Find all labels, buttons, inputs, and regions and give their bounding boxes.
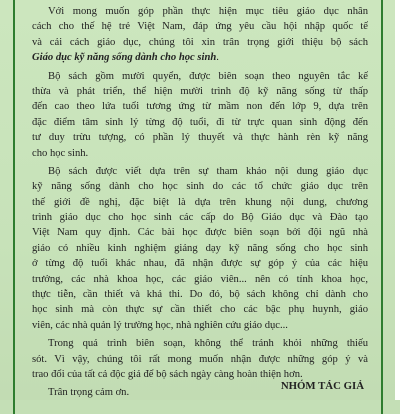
- p1-line: Với mong muốn góp phần thực hiện mục tiêu giáo dục nhân: [48, 6, 368, 17]
- p1-line: cách cho thế hệ trẻ Việt Nam, đáp ứng yêu cầu hội nhập quốc tế: [32, 21, 368, 33]
- p3-line: Việt Nam quy định. Các bài học được biên soạn bởi đội ngũ nhà: [32, 227, 368, 239]
- p4-line: trao đổi của tất cả độc giả để bộ sách ngày càng hoàn thiện hơn.: [32, 368, 303, 380]
- p4-line: Trong quá trình biên soạn, không thể tránh khỏi những thiếu: [48, 338, 368, 350]
- book-title: Giáo dục kỹ năng sống dành cho học sinh: [32, 52, 217, 64]
- p3-line: trưởng, các nhà khoa học, các giáo viên... nên có tính khoa học,: [32, 273, 368, 285]
- p4-line: sót. Vì vậy, chúng tôi rất mong muốn nhận được những góp ý và: [32, 353, 368, 365]
- p1-line-book: [32, 50, 368, 65]
- p3-line: ở từng độ tuổi khác nhau, đã nhận được sự góp ý của các hiệu: [32, 258, 368, 270]
- p2-line: đến cao theo lứa tuổi tương ứng từ mầm non đến lớp 9, dựa trên: [32, 101, 368, 113]
- p1-end: .: [216, 52, 219, 64]
- p2-line: đặc điểm tâm sinh lý từng độ tuổi, đi từ trực quan sinh động đến: [32, 116, 368, 128]
- p3-line: thực tiễn, cần thiết và khả thi. Do đó, bộ sách không chỉ dành cho: [32, 289, 368, 301]
- preface-text: [32, 4, 368, 401]
- p3-line: giáo có nhiều kinh nghiệm giảng dạy kỹ năng sống cho học sinh: [32, 242, 368, 254]
- p2-line: thừa và phát triển, thể hiện mười trình độ kỹ năng sống từ thấp: [32, 85, 368, 97]
- p3-line: kỹ năng sống dành cho học sinh do các tổ chức giáo dục trên: [32, 181, 368, 193]
- closing-line: Trân trọng cảm ơn.: [48, 387, 130, 399]
- p3-line: học sinh mà còn thực sự cần thiết cho các bậc phụ huynh, giáo: [32, 304, 368, 316]
- p2-line: cho học sinh.: [32, 147, 89, 159]
- p2-line: Bộ sách gồm mười quyển, được biên soạn theo nguyên tắc kế: [48, 70, 368, 82]
- p3-line: thế giới đề nghị, đặc biệt là dựa trên khung nội dung, chương: [32, 196, 368, 208]
- p1-line: và cải cách giáo dục, chúng tôi xin trân trọng giới thiệu bộ sách: [32, 36, 368, 48]
- page-edge: [395, 0, 400, 400]
- p3-line: trình giáo dục cho học sinh các cấp do Bộ Giáo dục và Đào tạo: [32, 212, 368, 224]
- p3-line: Bộ sách được viết dựa trên sự tham khảo nội dung giáo dục: [48, 165, 368, 177]
- signature: NHÓM TÁC GIẢ: [280, 380, 364, 392]
- p3-line: viên, các nhà quản lý trường học, nhà nghiên cứu giáo dục...: [32, 319, 288, 331]
- p2-line: tư duy trừu tượng, có phần lý thuyết và thực hành rèn kỹ năng: [32, 132, 368, 144]
